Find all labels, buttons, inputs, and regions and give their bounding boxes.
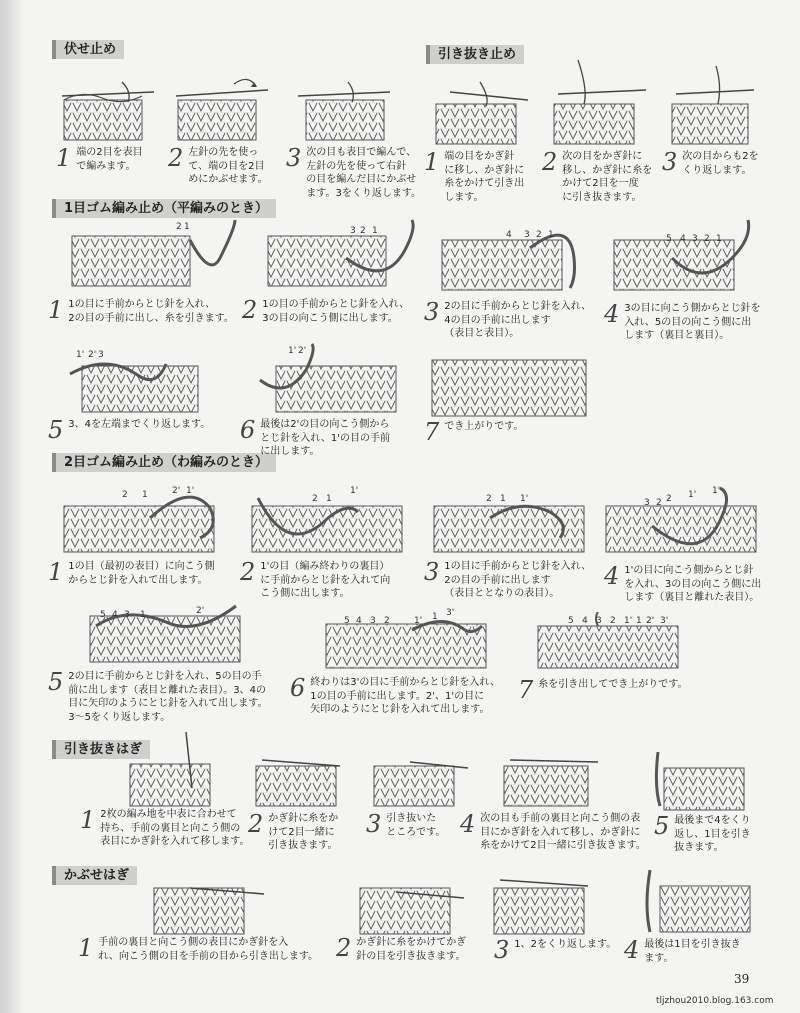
step-text: かぎ針に糸をか けて2目一緒に 引き抜きます。 <box>268 813 339 851</box>
rib1-step-2 <box>242 298 409 325</box>
stitch-label: 3 <box>596 616 602 626</box>
step-text: 1'の目（編み終わりの裏目） に手前からとじ針を入れて向 こう側に出します。 <box>260 561 391 599</box>
step-text: 次の目をかぎ針に 移し、かぎ針に糸を かけて2目を一度 に引き抜きます。 <box>562 151 653 203</box>
stitch-label: 2 <box>704 234 710 244</box>
step-number: 6 <box>290 674 306 702</box>
pull-through-step-3 <box>662 150 759 177</box>
stitch-label: 5 <box>100 610 106 620</box>
rib2-figure-3 <box>430 488 590 554</box>
step-number: 3 <box>494 936 510 964</box>
step-number: 7 <box>424 418 440 446</box>
rib1-figure-6 <box>256 340 402 414</box>
stitch-label: 3 <box>692 234 698 244</box>
rib2-step-7 <box>518 678 687 702</box>
crochet-seam-step-4 <box>460 812 646 853</box>
stitch-label: 4 <box>506 230 512 240</box>
stitch-label: 5 <box>666 234 672 244</box>
step-text: でき上がりです。 <box>444 421 524 432</box>
stitch-label: 2' <box>298 346 307 356</box>
step-text: 端の2目を表目 で編みます。 <box>76 147 143 172</box>
crochet-seam-figure-3 <box>370 748 470 808</box>
step-number: 2 <box>336 934 352 962</box>
step-text: 1の目に手前からとじ針を入れ、 2の目の手前に出します （表目ととなりの表目）。 <box>444 561 592 599</box>
bind-off-step-3 <box>286 146 421 200</box>
stitch-label: 1 <box>372 226 378 236</box>
section-rib1-header: 1目ゴム編み止め（平編みのとき） <box>52 199 276 218</box>
step-number: 1 <box>48 296 64 324</box>
step-number: 5 <box>654 812 670 840</box>
stitch-label: 2 <box>176 222 182 232</box>
rib1-figure-1 <box>70 218 240 288</box>
step-number: 1 <box>424 148 440 176</box>
cover-seam-figure-3 <box>490 866 590 936</box>
cover-seam-step-1 <box>78 936 318 963</box>
rib1-figure-3 <box>440 218 590 292</box>
rib1-figure-4 <box>612 218 762 292</box>
step-number: 2 <box>248 810 264 838</box>
stitch-label: 1' <box>624 616 633 626</box>
stitch-label: 1' <box>350 486 359 496</box>
crochet-seam-figure-2 <box>252 752 342 808</box>
rib1-step-6 <box>240 418 390 459</box>
section-rib2-header: 2目ゴム編み止め（わ編みのとき） <box>52 453 276 472</box>
crochet-seam-figure-4 <box>500 744 600 808</box>
step-text: 2枚の編み地を中表に合わせて 持ち、手前の裏目と向こう側の 表目にかぎ針を入れて移します。 <box>100 809 250 847</box>
step-number: 4 <box>604 562 620 590</box>
stitch-label: 2 <box>656 498 662 508</box>
step-number: 2 <box>168 144 184 172</box>
step-text: 最後は1目を引き抜き ます。 <box>644 939 741 964</box>
section-pull-through-header: 引き抜き止め <box>426 45 524 64</box>
step-text: 最後まで4をくり 返し、1目を引き 抜きます。 <box>674 815 751 853</box>
stitch-label: 2 <box>312 494 318 504</box>
step-number: 1 <box>48 558 64 586</box>
stitch-label: 1 <box>636 616 642 626</box>
stitch-label: 2 <box>486 494 492 504</box>
pull-through-step-2 <box>542 150 652 204</box>
stitch-label: 1 <box>142 490 148 500</box>
rib2-step-6 <box>290 676 500 717</box>
stitch-label: 2 <box>666 494 672 504</box>
step-number: 1 <box>56 144 72 172</box>
step-text: 1'の目に向こう側からとじ針 を入れ、3の目の向こう側に出 します（裏目と離れた表目）。 <box>624 565 762 603</box>
rib2-step-3 <box>424 560 591 601</box>
crochet-seam-figure-1 <box>126 728 216 808</box>
step-number: 6 <box>240 416 256 444</box>
stitch-label: 2' <box>646 616 655 626</box>
step-number: 5 <box>48 416 64 444</box>
section-crochet-seam-header: 引き抜きはぎ <box>52 740 150 759</box>
step-number: 4 <box>460 810 476 838</box>
step-number: 1 <box>80 806 96 834</box>
stitch-label: 1' <box>76 350 85 360</box>
step-text: 引き抜いた ところです。 <box>386 813 446 838</box>
step-text: 2の目に手前からとじ針を入れ、 4の目の手前に出します （表目と表目）。 <box>444 301 592 339</box>
rib1-step-7 <box>424 420 523 444</box>
crochet-seam-step-3 <box>366 812 445 839</box>
cover-seam-step-2 <box>336 936 466 963</box>
stitch-label: 3 <box>644 498 650 508</box>
step-number: 7 <box>518 676 534 704</box>
stitch-label: 5 <box>568 616 574 626</box>
stitch-label: 1' <box>688 490 697 500</box>
rib1-step-5 <box>48 418 210 442</box>
rib2-figure-4 <box>602 486 762 556</box>
step-number: 3 <box>662 148 678 176</box>
stitch-label: 2 <box>610 616 616 626</box>
stitch-label: 4 <box>356 616 362 626</box>
crochet-seam-step-1 <box>80 808 249 849</box>
rib2-step-4 <box>604 564 761 605</box>
bind-off-step-2 <box>168 146 267 187</box>
crochet-seam-step-2 <box>248 812 338 853</box>
step-number: 1 <box>78 934 94 962</box>
step-text: 3、4を左端までくり返します。 <box>68 419 211 430</box>
step-text: 端の目をかぎ針 に移し、かぎ針に 糸をかけて引き出 します。 <box>444 151 525 203</box>
cover-seam-figure-1 <box>150 866 266 936</box>
step-number: 4 <box>604 300 620 328</box>
step-number: 5 <box>48 668 64 696</box>
stitch-label: 5 <box>344 616 350 626</box>
stitch-label: 1 <box>432 612 438 622</box>
bind-off-figure-3 <box>298 72 390 142</box>
cover-seam-step-4 <box>624 938 741 965</box>
step-text: 最後は2'の目の向こう側から とじ針を入れ、1'の目の手前 に出します。 <box>260 419 390 457</box>
step-text: かぎ針に糸をかけてかぎ 針の目を引き抜きます。 <box>356 937 467 962</box>
stitch-label: 3' <box>660 616 669 626</box>
rib2-step-1 <box>48 560 215 587</box>
step-text: 終わりは3'の目に手前からとじ針を入れ、 1の目の手前に出します。2'、1'の目に 矢印のようにとじ針を入れて出します。 <box>310 677 500 715</box>
stitch-label: 1' <box>414 616 423 626</box>
page-binding-shadow <box>0 0 22 1013</box>
step-text: 左針の先を使っ て、端の目を2目 めにかぶせます。 <box>188 147 268 185</box>
stitch-label: 1 <box>500 494 506 504</box>
stitch-label: 2 <box>122 490 128 500</box>
stitch-label: 3' <box>446 608 455 618</box>
cover-seam-figure-4 <box>630 866 760 936</box>
rib2-figure-2 <box>248 488 418 554</box>
stitch-label: 1' <box>520 494 529 504</box>
stitch-label: 2 <box>384 616 390 626</box>
stitch-label: 1' <box>288 346 297 356</box>
step-text: 次の目からも2を くり返します。 <box>682 151 759 176</box>
step-text: 次の目も手前の裏目と向こう側の表 目にかぎ針を入れて移し、かぎ針に 糸をかけて2目一緒に引き抜きます。 <box>480 813 646 851</box>
rib2-figure-5 <box>86 596 244 664</box>
stitch-label: 3 <box>350 226 356 236</box>
rib2-step-2 <box>240 560 390 601</box>
stitch-label: 4 <box>112 610 118 620</box>
rib2-step-5 <box>48 670 267 724</box>
pull-through-figure-3 <box>666 66 756 146</box>
step-number: 2 <box>242 296 258 324</box>
stitch-label: 3 <box>524 230 530 240</box>
stitch-label: 2' <box>172 486 181 496</box>
crochet-seam-step-5 <box>654 814 751 855</box>
stitch-label: 4 <box>582 616 588 626</box>
step-text: 次の目も表目で編んで、 左針の先を使って右針 の目を編んだ目にかぶせ ます。3をくり返します。 <box>306 147 422 199</box>
step-number: 2 <box>240 558 256 586</box>
stitch-label: 1 <box>140 610 146 620</box>
bind-off-figure-1 <box>62 72 154 142</box>
section-cover-seam-header: かぶせはぎ <box>52 866 137 885</box>
stitch-label: 1 <box>326 494 332 504</box>
step-number: 2 <box>542 148 558 176</box>
step-text: 1の目の手前からとじ針を入れ、 3の目の向こう側に出します。 <box>262 299 410 324</box>
rib1-step-3 <box>424 300 591 341</box>
rib1-figure-7 <box>430 356 590 418</box>
stitch-label: 4 <box>680 234 686 244</box>
bind-off-figure-2 <box>176 72 268 142</box>
stitch-label: 2' <box>88 350 97 360</box>
stitch-label: 3 <box>124 610 130 620</box>
step-number: 3 <box>286 144 302 172</box>
step-text: 1の目（最初の表目）に向こう側 からとじ針を入れて出します。 <box>68 561 215 586</box>
step-text: 糸を引き出してでき上がりです。 <box>538 679 688 690</box>
rib1-figure-2 <box>266 218 426 288</box>
section-bind-off-header: 伏せ止め <box>52 40 124 59</box>
rib1-step-1 <box>48 298 234 325</box>
rib1-step-4 <box>604 302 761 343</box>
step-number: 4 <box>624 936 640 964</box>
stitch-label: 1 <box>548 230 554 240</box>
pull-through-figure-2 <box>548 60 648 146</box>
step-number: 3 <box>424 558 440 586</box>
stitch-label: 2 <box>536 230 542 240</box>
stitch-label: 2' <box>196 606 205 616</box>
stitch-label: 3 <box>370 616 376 626</box>
bind-off-step-1 <box>56 146 143 173</box>
pull-through-figure-1 <box>430 78 530 146</box>
stitch-label: 1' <box>186 486 195 496</box>
pull-through-step-1 <box>424 150 524 204</box>
step-text: 手前の裏目と向こう側の表目にかぎ針を入 れ、向こう側の目を手前の目から引き出します。 <box>98 937 319 962</box>
stitch-label: 2 <box>360 226 366 236</box>
step-text: 2の目に手前からとじ針を入れ、5の目の手 前に出します（表目と離れた表目）。3、4の 目に矢印のようにとじ針を入れて出します。 3～5をくり返します。 <box>68 671 268 723</box>
cover-seam-step-3 <box>494 938 616 962</box>
step-number: 3 <box>424 298 440 326</box>
step-number: 3 <box>366 810 382 838</box>
step-text: 1、2をくり返します。 <box>514 939 617 950</box>
crochet-seam-figure-5 <box>648 746 748 812</box>
stitch-label: 3 <box>98 350 104 360</box>
source-credit: tljzhou2010.blog.163.com <box>656 996 774 1006</box>
page-number: 39 <box>734 972 750 986</box>
step-text: 3の目に向こう側からとじ針を 入れ、5の目の向こう側に出 します（裏目と裏目）。 <box>624 303 761 341</box>
cover-seam-figure-2 <box>356 870 466 936</box>
stitch-label: 1 <box>184 222 190 232</box>
stitch-label: 1 <box>716 234 722 244</box>
step-text: 1の目に手前からとじ針を入れ、 2の目の手前に出し、糸を引きます。 <box>68 299 234 324</box>
stitch-label: 1' <box>712 486 721 496</box>
